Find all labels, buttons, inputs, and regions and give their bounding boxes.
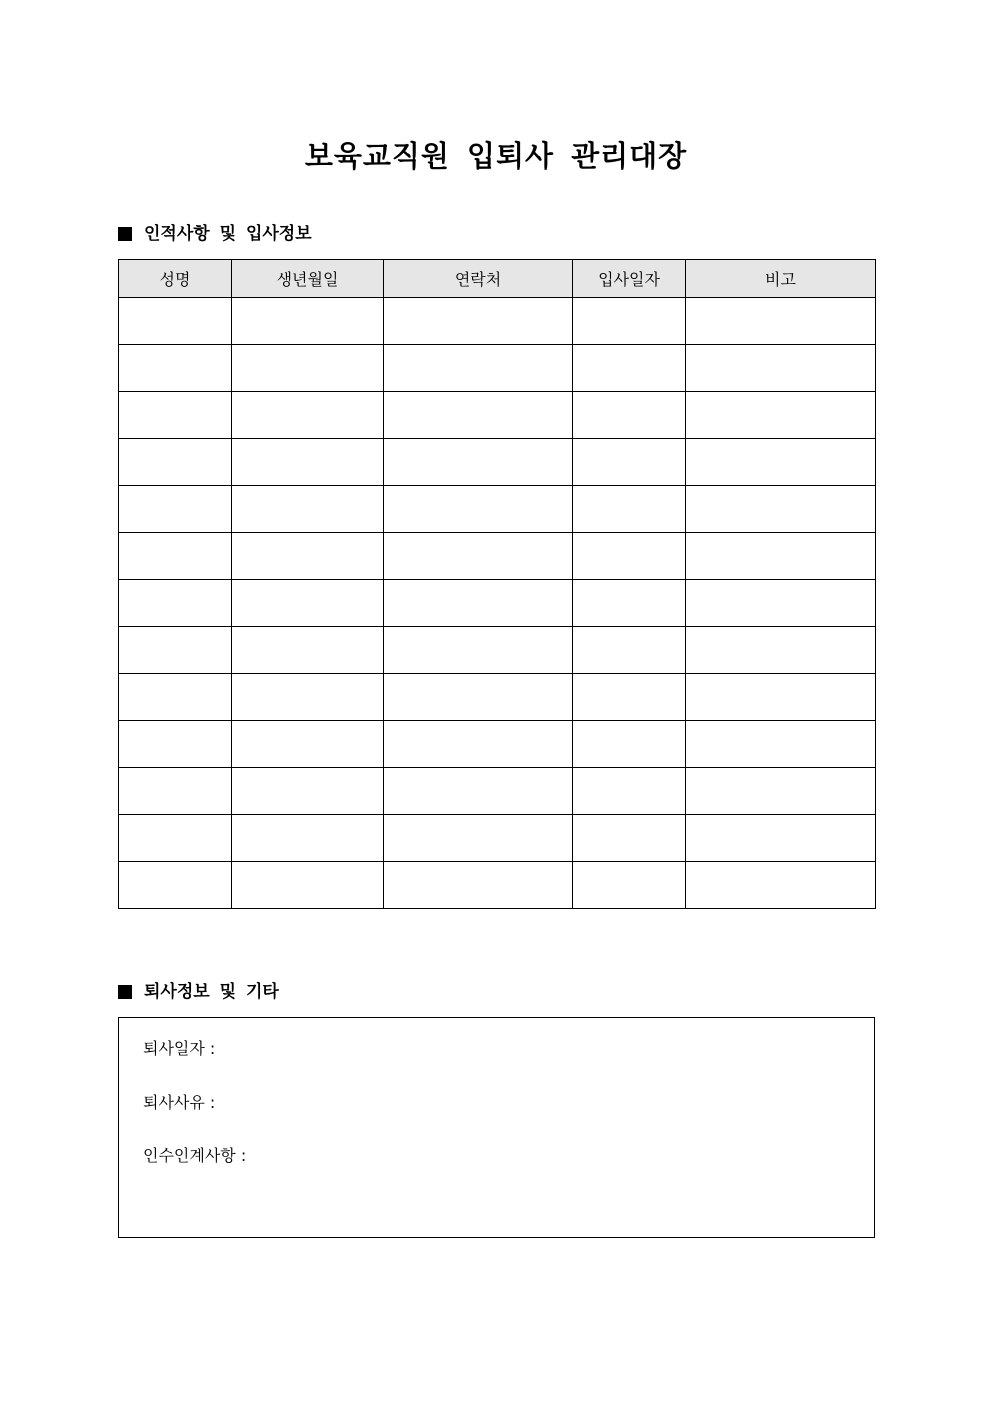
hire-date-cell[interactable] <box>573 486 686 533</box>
table-row <box>119 768 876 815</box>
remarks-cell[interactable] <box>686 345 876 392</box>
remarks-cell[interactable] <box>686 533 876 580</box>
table-row <box>119 580 876 627</box>
remarks-cell[interactable] <box>686 862 876 909</box>
name-cell[interactable] <box>119 627 232 674</box>
hire-date-cell[interactable] <box>573 674 686 721</box>
table-row <box>119 486 876 533</box>
name-cell[interactable] <box>119 674 232 721</box>
remarks-cell[interactable] <box>686 721 876 768</box>
table-row <box>119 815 876 862</box>
table-header-row <box>119 260 876 298</box>
hire-date-cell[interactable] <box>573 298 686 345</box>
remarks-cell[interactable] <box>686 674 876 721</box>
hire-date-cell[interactable] <box>573 580 686 627</box>
hire-date-cell[interactable] <box>573 721 686 768</box>
page-title: 보육교직원 입퇴사 관리대장 <box>304 139 688 173</box>
name-cell[interactable] <box>119 580 232 627</box>
remarks-cell[interactable] <box>686 768 876 815</box>
contact-cell[interactable] <box>384 345 573 392</box>
square-bullet-icon <box>118 985 132 999</box>
remarks-cell[interactable] <box>686 580 876 627</box>
contact-cell[interactable] <box>384 721 573 768</box>
hire-date-cell[interactable] <box>573 815 686 862</box>
birthdate-cell[interactable] <box>232 298 384 345</box>
section-heading-label: 인적사항 및 입사정보 <box>144 224 312 244</box>
hire-date-cell[interactable] <box>573 627 686 674</box>
birthdate-cell[interactable] <box>232 862 384 909</box>
column-header-name: 성명 <box>119 260 232 298</box>
remarks-cell[interactable] <box>686 439 876 486</box>
contact-cell[interactable] <box>384 392 573 439</box>
remarks-cell[interactable] <box>686 627 876 674</box>
contact-cell[interactable] <box>384 862 573 909</box>
name-cell[interactable] <box>119 815 232 862</box>
remarks-cell[interactable] <box>686 392 876 439</box>
column-header-remarks: 비고 <box>686 260 876 298</box>
name-cell[interactable] <box>119 392 232 439</box>
name-cell[interactable] <box>119 768 232 815</box>
handover-notes-field[interactable] <box>143 1144 246 1168</box>
contact-cell[interactable] <box>384 298 573 345</box>
field-label: 인수인계사항 : <box>143 1146 247 1165</box>
remarks-cell[interactable] <box>686 815 876 862</box>
birthdate-cell[interactable] <box>232 815 384 862</box>
birthdate-cell[interactable] <box>232 533 384 580</box>
hire-date-cell[interactable] <box>573 439 686 486</box>
table-row <box>119 627 876 674</box>
birthdate-cell[interactable] <box>232 392 384 439</box>
column-header-birthdate: 생년월일 <box>232 260 384 298</box>
personnel-register-table <box>118 259 876 909</box>
contact-cell[interactable] <box>384 439 573 486</box>
birthdate-cell[interactable] <box>232 580 384 627</box>
birthdate-cell[interactable] <box>232 721 384 768</box>
table-row <box>119 298 876 345</box>
name-cell[interactable] <box>119 533 232 580</box>
contact-cell[interactable] <box>384 580 573 627</box>
contact-cell[interactable] <box>384 815 573 862</box>
remarks-cell[interactable] <box>686 298 876 345</box>
name-cell[interactable] <box>119 439 232 486</box>
name-cell[interactable] <box>119 721 232 768</box>
square-bullet-icon <box>118 227 132 241</box>
section-heading-personal-info <box>118 221 312 247</box>
table-row <box>119 721 876 768</box>
hire-date-cell[interactable] <box>573 533 686 580</box>
name-cell[interactable] <box>119 862 232 909</box>
contact-cell[interactable] <box>384 768 573 815</box>
birthdate-cell[interactable] <box>232 674 384 721</box>
birthdate-cell[interactable] <box>232 768 384 815</box>
field-label: 퇴사일자 : <box>143 1039 216 1058</box>
hire-date-cell[interactable] <box>573 345 686 392</box>
birthdate-cell[interactable] <box>232 627 384 674</box>
birthdate-cell[interactable] <box>232 345 384 392</box>
hire-date-cell[interactable] <box>573 392 686 439</box>
table-row <box>119 392 876 439</box>
contact-cell[interactable] <box>384 486 573 533</box>
contact-cell[interactable] <box>384 533 573 580</box>
table-body <box>119 298 876 909</box>
table-row <box>119 862 876 909</box>
table-row <box>119 674 876 721</box>
retirement-date-field[interactable] <box>143 1037 215 1061</box>
contact-cell[interactable] <box>384 627 573 674</box>
hire-date-cell[interactable] <box>573 862 686 909</box>
table-row <box>119 533 876 580</box>
contact-cell[interactable] <box>384 674 573 721</box>
retirement-reason-field[interactable] <box>143 1091 215 1115</box>
birthdate-cell[interactable] <box>232 439 384 486</box>
name-cell[interactable] <box>119 486 232 533</box>
hire-date-cell[interactable] <box>573 768 686 815</box>
column-header-contact: 연락처 <box>384 260 573 298</box>
retirement-info-box <box>118 1017 875 1238</box>
name-cell[interactable] <box>119 298 232 345</box>
birthdate-cell[interactable] <box>232 486 384 533</box>
section-heading-retirement-info <box>118 979 279 1005</box>
field-label: 퇴사사유 : <box>143 1093 216 1112</box>
name-cell[interactable] <box>119 345 232 392</box>
table-row <box>119 439 876 486</box>
remarks-cell[interactable] <box>686 486 876 533</box>
column-header-hire-date: 입사일자 <box>573 260 686 298</box>
table-row <box>119 345 876 392</box>
section-heading-label: 퇴사정보 및 기타 <box>144 982 279 1002</box>
